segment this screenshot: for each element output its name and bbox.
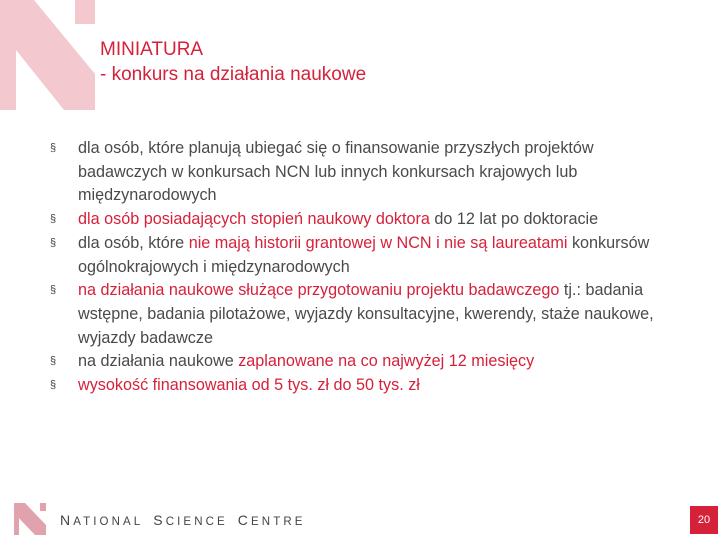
org-word-rest: ENTRE [251,516,306,528]
org-word-initial: S [153,512,166,528]
org-word [153,512,228,528]
bullet-item [50,279,670,350]
bullet-text: do 12 lat po doktoracie [429,210,599,229]
org-word-rest: CIENCE [165,516,228,528]
bullet-text-highlight: na działania naukowe służące przygotowaniu projektu badawczego [78,281,560,300]
slide-title-line2: - konkurs na działania naukowe [100,64,367,85]
bullet-marker: § [50,379,57,392]
bullet-item [50,374,670,398]
slide-title-line1: MINIATURA [100,39,204,60]
bullet-marker: § [50,236,57,249]
bullet-text-highlight: wysokość finansowania od 5 tys. zł do 50 tys. zł [78,376,420,395]
bullet-text-highlight: dla osób posiadających stopień naukowy doktora [78,210,430,229]
bullet-item [50,350,670,374]
org-word-rest: ATIONAL [73,516,144,528]
bullet-marker: § [50,355,57,368]
bullet-marker: § [50,142,57,154]
bullet-list [50,137,670,398]
bullet-marker: § [50,284,57,297]
bullet-text-highlight: zaplanowane na co najwyżej 12 miesięcy [238,352,535,371]
org-word-initial: C [237,512,252,528]
bullet-text: na działania naukowe [78,352,239,371]
bullet-marker: § [50,213,57,226]
page-number: 20 [690,506,718,534]
org-word-initial: N [60,512,74,528]
bullet-item [50,232,670,279]
org-word [237,512,306,528]
slide-title [100,37,366,87]
bullet-text: tj.: badania wstępne, badania pilotażowe, wyjazdy konsultacyjne, kwerendy, staże naukowe, wyjazdy badawcze [78,281,654,347]
bullet-text: dla osób, które [78,233,189,252]
organization-name [60,512,306,528]
bullet-item [50,137,670,208]
org-word [60,512,144,528]
bullet-text-highlight: nie mają historii grantowej w NCN i nie są laureatami [188,233,568,252]
bullet-text: dla osób, które planują ubiegać się o finansowanie przyszłych projektów badawczych w konkursach NCN lub innych konkursach krajowych lub międzynarodowych [78,139,594,205]
bullet-text: konkursów ogólnokrajowych i międzynarodowych [78,233,650,276]
ncn-logo-small-icon [14,503,46,535]
bullet-item [50,208,670,232]
ncn-logo-large-icon [0,0,95,110]
